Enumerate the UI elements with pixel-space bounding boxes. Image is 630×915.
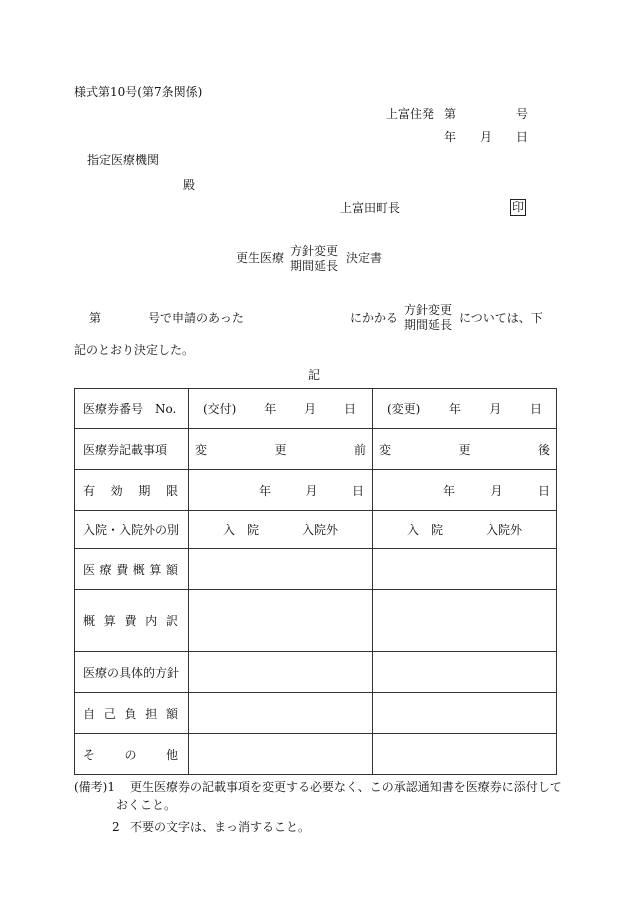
validity-left-day: 日 xyxy=(351,483,364,498)
note1-line2: おくこと。 xyxy=(116,798,177,812)
validity-char-2: 効 xyxy=(110,483,123,498)
note2-text: 不要の文字は、まっ消すること。 xyxy=(130,820,311,834)
validity-char-3: 期 xyxy=(138,483,151,498)
treatment-policy-left xyxy=(189,652,373,693)
number-suffix: 号 xyxy=(516,107,529,121)
validity-char-4: 限 xyxy=(165,483,178,498)
after-cell xyxy=(373,429,557,470)
breakdown-right xyxy=(373,590,557,652)
seal-text: 印 xyxy=(512,200,525,214)
self-char-1: 自 xyxy=(83,706,96,721)
notes-heading: (備考)1 xyxy=(74,780,115,794)
number-prefix: 第 xyxy=(444,107,457,121)
brk-char-4: 内 xyxy=(145,614,158,628)
validity-right-year: 年 xyxy=(443,483,456,498)
issued-day: 日 xyxy=(343,402,356,416)
before-char-1: 変 xyxy=(195,442,208,457)
est-char-1: 医 xyxy=(83,562,96,577)
est-char-4: 概 xyxy=(132,562,145,577)
other-char-3: 他 xyxy=(165,747,178,762)
changed-year: 年 xyxy=(448,402,461,416)
body-applied: 号で申請のあった xyxy=(148,311,244,325)
body-line2: 記のとおり決定した。 xyxy=(74,343,195,357)
self-char-2: 己 xyxy=(103,706,116,721)
brk-char-3: 費 xyxy=(124,614,137,628)
estimated-cost-right xyxy=(373,549,557,590)
ticket-number-label: 医療券番号 No. xyxy=(75,389,189,429)
validity-right-day: 日 xyxy=(537,483,550,498)
validity-left-cell xyxy=(189,470,373,511)
breakdown-label-cell xyxy=(75,590,189,652)
est-char-3: 費 xyxy=(116,562,129,577)
treatment-policy-right xyxy=(373,652,557,693)
date-day: 日 xyxy=(516,130,529,144)
other-left xyxy=(189,734,373,775)
before-char-2: 更 xyxy=(274,442,287,457)
self-pay-label-cell xyxy=(75,693,189,734)
est-char-6: 額 xyxy=(165,562,178,577)
row-cost-breakdown xyxy=(75,590,557,652)
row-inpatient xyxy=(75,511,557,549)
validity-left-month: 月 xyxy=(305,483,318,498)
body-tail: については、下 xyxy=(459,311,543,325)
before-cell xyxy=(189,429,373,470)
title-option-2: 期間延長 xyxy=(290,259,339,273)
validity-right-cell xyxy=(373,470,557,511)
seal-mark xyxy=(510,199,526,216)
self-pay-right xyxy=(373,693,557,734)
issued-label: (交付) xyxy=(203,402,237,416)
body-option-2: 期間延長 xyxy=(404,318,453,332)
estimated-cost-label-cell xyxy=(75,549,189,590)
issued-month: 月 xyxy=(304,402,317,416)
changed-day: 日 xyxy=(529,402,542,416)
estimated-cost-left xyxy=(189,549,373,590)
title-options xyxy=(290,244,338,274)
est-char-2: 療 xyxy=(99,562,112,577)
row-validity xyxy=(75,470,557,511)
title-prefix: 更生医療 xyxy=(236,251,285,265)
row-estimated-cost xyxy=(75,549,557,590)
validity-char-1: 有 xyxy=(83,483,96,498)
before-char-3: 前 xyxy=(353,442,366,457)
treatment-policy-label: 医療の具体的方針 xyxy=(75,652,189,693)
note1-line1: 更生医療券の記載事項を変更する必要なく、この承認通知書を医療券に添付して xyxy=(130,780,562,794)
after-char-1: 変 xyxy=(379,442,392,457)
row-treatment-policy xyxy=(75,652,557,693)
row-ticket-number xyxy=(75,389,557,429)
date-year: 年 xyxy=(444,130,457,144)
ticket-items-label: 医療券記載事項 xyxy=(75,429,189,470)
other-char-2: の xyxy=(124,747,137,762)
inpatient-left: 入 院 xyxy=(223,523,260,537)
ticket-changed-cell xyxy=(373,389,557,429)
title-option-1: 方針変更 xyxy=(290,244,339,258)
self-pay-left xyxy=(189,693,373,734)
ki-heading: 記 xyxy=(308,368,321,382)
decision-table xyxy=(74,388,557,775)
self-char-3: 負 xyxy=(124,706,137,721)
inpatient-left-cell xyxy=(189,511,373,549)
form-number: 様式第10号(第7条関係) xyxy=(74,85,203,99)
row-other xyxy=(75,734,557,775)
outpatient-left: 入院外 xyxy=(301,523,338,537)
validity-right-month: 月 xyxy=(490,483,503,498)
honorific: 殿 xyxy=(183,178,196,192)
changed-label: (変更) xyxy=(387,402,421,416)
inpatient-right-cell xyxy=(373,511,557,549)
inpatient-label: 入院・入院外の別 xyxy=(75,511,189,549)
other-label-cell xyxy=(75,734,189,775)
title-suffix: 決定書 xyxy=(346,251,383,265)
issuer-code: 上富住発 xyxy=(386,107,435,121)
after-char-2: 更 xyxy=(458,442,471,457)
body-related: にかかる xyxy=(350,311,399,325)
row-self-pay xyxy=(75,693,557,734)
validity-label-cell xyxy=(75,470,189,511)
brk-char-2: 算 xyxy=(103,614,116,628)
issued-year: 年 xyxy=(264,402,277,416)
date-month: 月 xyxy=(480,130,493,144)
brk-char-5: 訳 xyxy=(165,614,178,628)
body-option-1: 方針変更 xyxy=(404,303,453,317)
changed-month: 月 xyxy=(489,402,502,416)
other-right xyxy=(373,734,557,775)
mayor: 上富田町長 xyxy=(340,201,401,215)
self-char-5: 額 xyxy=(165,706,178,721)
inpatient-right: 入 院 xyxy=(407,523,444,537)
validity-left-year: 年 xyxy=(259,483,272,498)
outpatient-right: 入院外 xyxy=(485,523,522,537)
body-dai: 第 xyxy=(89,311,102,325)
ticket-issued-cell xyxy=(189,389,373,429)
est-char-5: 算 xyxy=(149,562,162,577)
self-char-4: 担 xyxy=(145,706,158,721)
addressee: 指定医療機関 xyxy=(87,153,160,167)
after-char-3: 後 xyxy=(537,442,550,457)
note2-number: 2 xyxy=(112,820,120,834)
body-options xyxy=(404,303,452,333)
breakdown-left xyxy=(189,590,373,652)
brk-char-1: 概 xyxy=(83,614,96,628)
other-char-1: そ xyxy=(83,747,96,762)
row-ticket-items xyxy=(75,429,557,470)
